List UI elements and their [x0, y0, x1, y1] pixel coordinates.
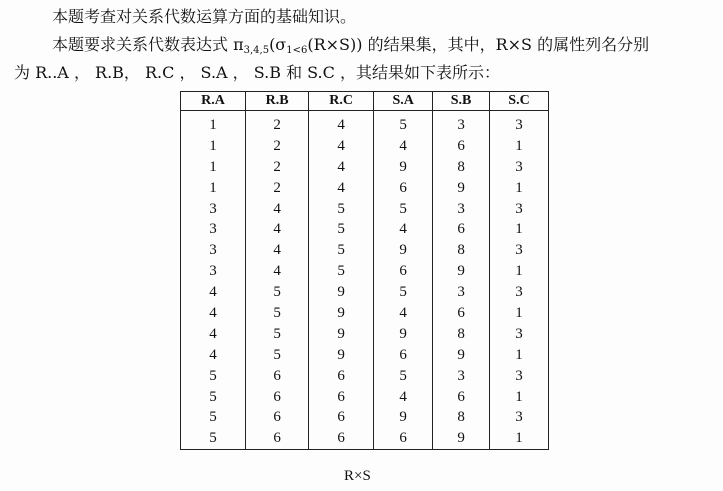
table-cell: 6	[309, 428, 374, 449]
table-row	[181, 199, 549, 220]
table-cell: 4	[246, 199, 309, 220]
table-row	[181, 387, 549, 408]
table-cell: 9	[374, 240, 433, 261]
column-header: R.B	[246, 92, 309, 111]
table-cell: 5	[246, 345, 309, 366]
selection-subscript: 1<6	[286, 45, 308, 56]
table-cell: 4	[374, 303, 433, 324]
table-cell: 9	[433, 178, 490, 199]
table-cell: 5	[246, 282, 309, 303]
table-cell: 6	[309, 366, 374, 387]
table-cell: 4	[309, 157, 374, 178]
paragraph-line-3: 为 R..A ， R.B， R.C ， S.A ， S.B 和 S.C ，其结果如下表所示：	[14, 63, 500, 82]
table-cell: 1	[490, 136, 549, 157]
table-cell: 1	[490, 345, 549, 366]
table-cell: 3	[181, 199, 246, 220]
table-cell: 6	[374, 178, 433, 199]
column-header: R.A	[181, 92, 246, 111]
table-header-row	[181, 92, 549, 111]
table-cell: 3	[433, 282, 490, 303]
table-cell: 8	[433, 407, 490, 428]
table-cell: 2	[246, 111, 309, 136]
table-cell: 8	[433, 240, 490, 261]
expression-middle: (σ	[269, 35, 287, 54]
table-row	[181, 157, 549, 178]
table-cell: 5	[246, 324, 309, 345]
table-row	[181, 303, 549, 324]
table-cell: 4	[246, 261, 309, 282]
table-cell: 3	[490, 111, 549, 136]
table-cell: 8	[433, 157, 490, 178]
paragraph-line-2	[52, 34, 649, 62]
table-cell: 1	[490, 428, 549, 449]
table-row	[181, 219, 549, 240]
table-cell: 5	[181, 387, 246, 408]
table-cell: 9	[309, 282, 374, 303]
table-cell: 5	[374, 199, 433, 220]
table-cell: 3	[490, 199, 549, 220]
table-cell: 5	[309, 219, 374, 240]
table-cell: 1	[181, 157, 246, 178]
table-cell: 9	[309, 303, 374, 324]
column-header: S.C	[490, 92, 549, 111]
table-cell: 1	[181, 178, 246, 199]
table-cell: 2	[246, 136, 309, 157]
table-cell: 6	[374, 261, 433, 282]
table-cell: 6	[246, 366, 309, 387]
table-cell: 9	[374, 324, 433, 345]
table-cell: 4	[309, 136, 374, 157]
table-cell: 6	[246, 407, 309, 428]
table-cell: 4	[181, 282, 246, 303]
table-cell: 9	[309, 345, 374, 366]
table-cell: 1	[490, 178, 549, 199]
table-cell: 3	[433, 199, 490, 220]
table-cell: 1	[490, 303, 549, 324]
table-cell: 3	[490, 240, 549, 261]
table-cell: 9	[309, 324, 374, 345]
table-row	[181, 407, 549, 428]
table-row	[181, 324, 549, 345]
table-cell: 9	[374, 157, 433, 178]
table-cell: 5	[181, 407, 246, 428]
table-cell: 6	[433, 136, 490, 157]
table-cell: 3	[490, 407, 549, 428]
table-cell: 6	[309, 387, 374, 408]
table-cell: 6	[309, 407, 374, 428]
table-cell: 6	[246, 428, 309, 449]
table-cell: 4	[181, 345, 246, 366]
table-cell: 5	[309, 240, 374, 261]
table-cell: 5	[374, 366, 433, 387]
table-cell: 3	[433, 366, 490, 387]
table-cell: 5	[309, 261, 374, 282]
table-cell: 4	[374, 219, 433, 240]
table-cell: 1	[490, 219, 549, 240]
table-cell: 5	[181, 366, 246, 387]
result-table-container	[180, 91, 549, 450]
expression-prefix: 本题要求关系代数表达式 π	[52, 35, 244, 54]
table-cell: 2	[246, 178, 309, 199]
table-row	[181, 366, 549, 387]
projection-subscript: 3,4,5	[243, 45, 270, 56]
table-cell: 3	[490, 366, 549, 387]
table-cell: 9	[433, 261, 490, 282]
table-cell: 4	[309, 178, 374, 199]
table-cell: 5	[246, 303, 309, 324]
table-row	[181, 261, 549, 282]
table-cell: 3	[181, 219, 246, 240]
table-cell: 1	[181, 111, 246, 136]
table-cell: 6	[433, 219, 490, 240]
table-cell: 5	[374, 282, 433, 303]
table-cell: 5	[181, 428, 246, 449]
column-header: R.C	[309, 92, 374, 111]
column-header: S.A	[374, 92, 433, 111]
table-cell: 4	[181, 303, 246, 324]
table-cell: 4	[374, 387, 433, 408]
table-row	[181, 136, 549, 157]
table-cell: 3	[181, 240, 246, 261]
table-row	[181, 111, 549, 136]
table-row	[181, 345, 549, 366]
column-header: S.B	[433, 92, 490, 111]
table-cell: 6	[374, 345, 433, 366]
table-cell: 8	[433, 324, 490, 345]
table-cell: 3	[490, 282, 549, 303]
table-cell: 1	[490, 387, 549, 408]
table-row	[181, 428, 549, 449]
table-cell: 9	[433, 345, 490, 366]
table-row	[181, 282, 549, 303]
paragraph-line-1: 本题考查对关系代数运算方面的基础知识。	[52, 7, 357, 26]
table-caption: R×S	[344, 468, 371, 484]
table-cell: 6	[246, 387, 309, 408]
table-cell: 5	[309, 199, 374, 220]
table-cell: 4	[374, 136, 433, 157]
table-cell: 1	[490, 261, 549, 282]
table-cell: 4	[309, 111, 374, 136]
table-cell: 4	[246, 219, 309, 240]
table-cell: 3	[181, 261, 246, 282]
table-cell: 2	[246, 157, 309, 178]
table-cell: 3	[433, 111, 490, 136]
table-cell: 9	[374, 407, 433, 428]
table-cell: 4	[181, 324, 246, 345]
relation-table	[180, 91, 549, 450]
table-cell: 6	[433, 387, 490, 408]
table-row	[181, 240, 549, 261]
table-body	[181, 111, 549, 450]
table-cell: 3	[490, 157, 549, 178]
table-cell: 6	[374, 428, 433, 449]
expression-suffix: (R×S)) 的结果集，其中，R×S 的属性列名分别	[307, 35, 650, 54]
table-cell: 4	[246, 240, 309, 261]
table-cell: 1	[181, 136, 246, 157]
table-cell: 6	[433, 303, 490, 324]
table-row	[181, 178, 549, 199]
table-cell: 5	[374, 111, 433, 136]
table-cell: 9	[433, 428, 490, 449]
table-cell: 3	[490, 324, 549, 345]
